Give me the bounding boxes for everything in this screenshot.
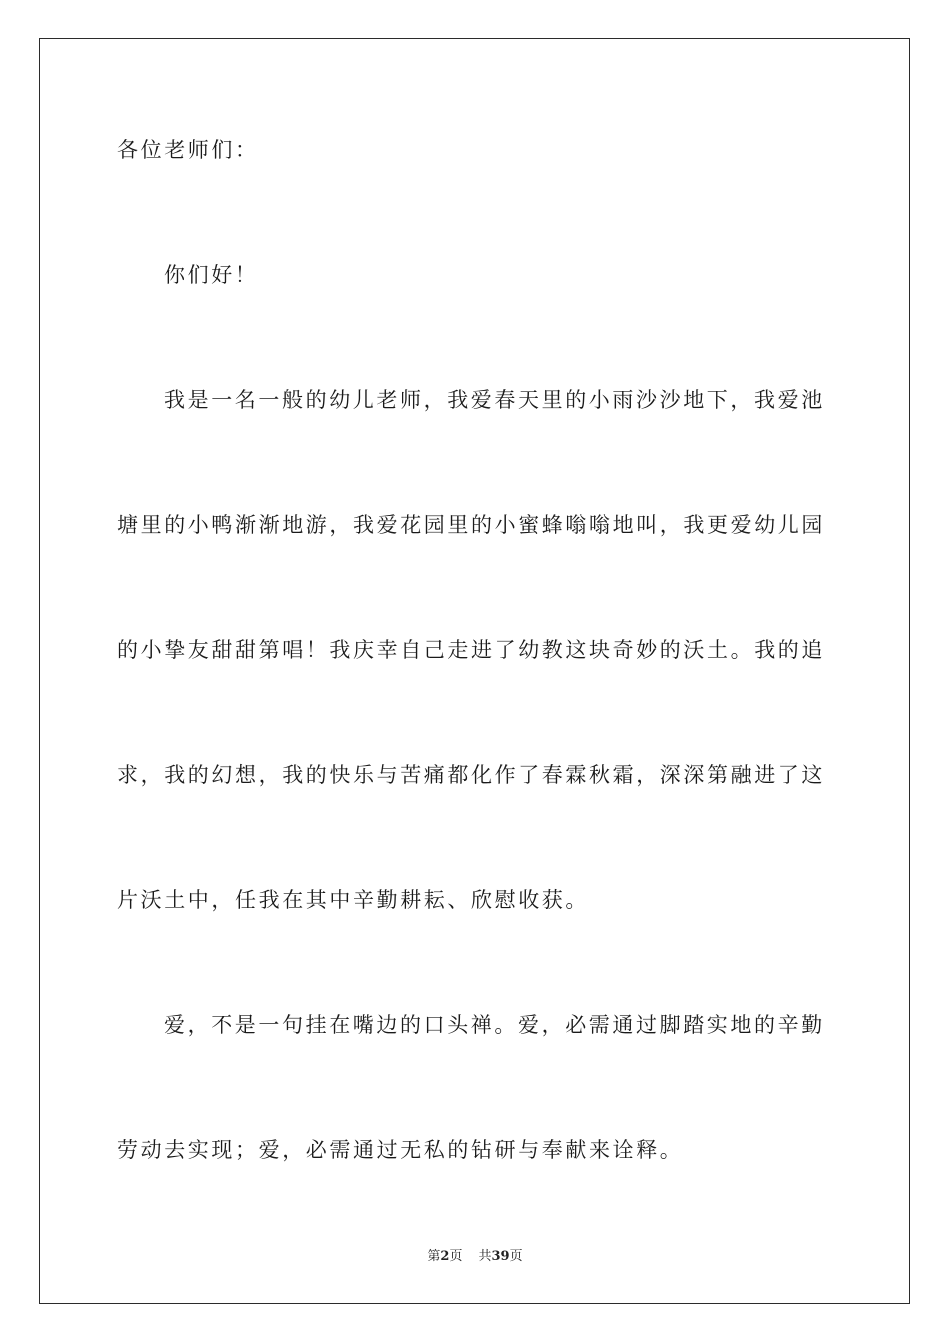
body-line-2: 塘里的小鸭渐渐地游，我爱花园里的小蜜蜂嗡嗡地叫，我更爱幼儿园 (117, 513, 825, 537)
page-footer (0, 1248, 950, 1266)
total-prefix: 共 (478, 1249, 492, 1264)
body-line-5: 片沃土中，任我在其中辛勤耕耘、欣慰收获。 (117, 888, 589, 912)
salutation-line: 各位老师们： (117, 138, 259, 162)
total-suffix: 页 (509, 1249, 523, 1264)
page-number: 2 (440, 1249, 450, 1264)
page-border (39, 38, 910, 1304)
body-line-7: 劳动去实现；爱，必需通过无私的钻研与奉献来诠释。 (117, 1138, 684, 1162)
greeting-line: 你们好！ (164, 263, 259, 287)
page-prefix: 第 (427, 1249, 441, 1264)
body-line-3: 的小挚友甜甜第唱！我庆幸自己走进了幼教这块奇妙的沃土。我的追 (117, 638, 825, 662)
page-suffix: 页 (449, 1249, 463, 1264)
body-line-4: 求，我的幻想，我的快乐与苦痛都化作了春霖秋霜，深深第融进了这 (117, 763, 825, 787)
body-line-1: 我是一名一般的幼儿老师，我爱春天里的小雨沙沙地下，我爱池 (164, 388, 825, 412)
body-line-6: 爱，不是一句挂在嘴边的口头禅。爱，必需通过脚踏实地的辛勤 (164, 1013, 825, 1037)
total-pages: 39 (491, 1249, 510, 1264)
